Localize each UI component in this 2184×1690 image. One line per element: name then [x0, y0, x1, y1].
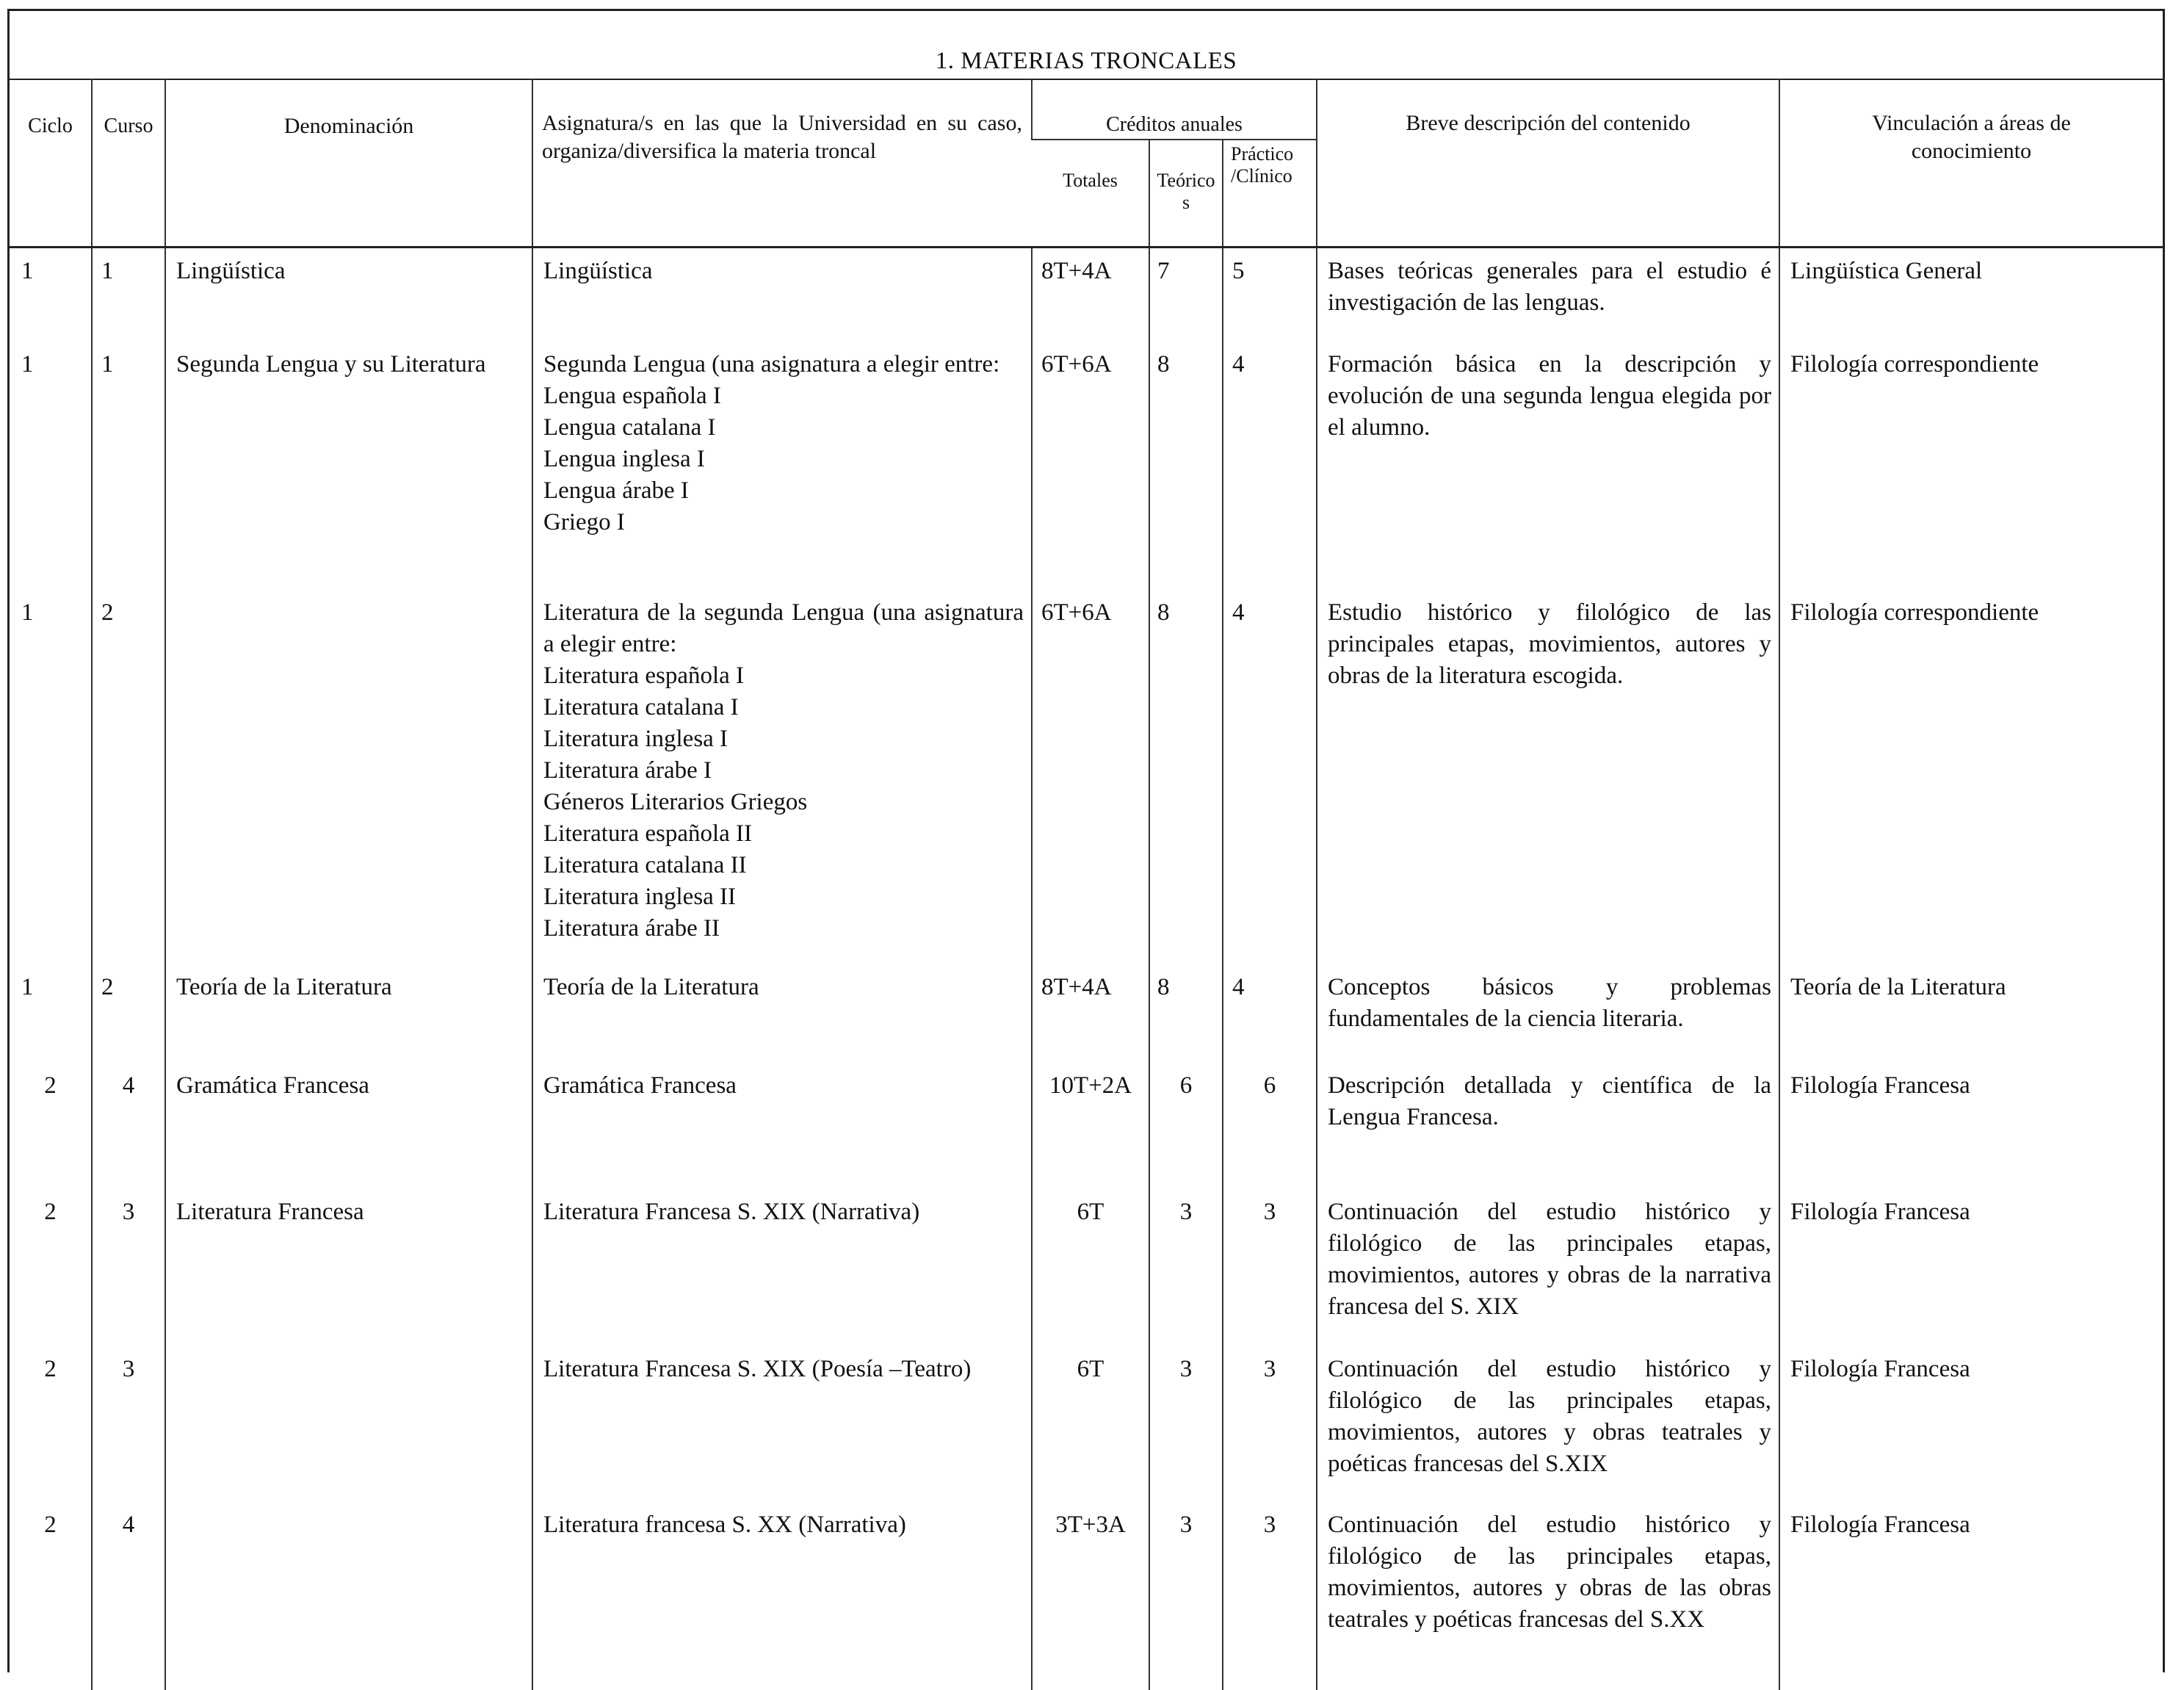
cell-vinculacion: Lingüística General	[1779, 248, 2163, 342]
asignatura-option: Literatura árabe II	[543, 914, 720, 942]
cell-denominacion	[165, 1502, 532, 1690]
header-practico: Práctico /Clínico	[1223, 140, 1317, 248]
cell-asignaturas	[532, 248, 1032, 342]
header-creditos: Créditos anuales	[1032, 79, 1317, 140]
cell-curso: 4	[92, 1502, 165, 1690]
cell-asignaturas	[532, 342, 1032, 590]
cell-practicos: 4	[1223, 964, 1317, 1063]
asignatura-main: Literatura de la segunda Lengua (una asignatura a elegir entre:	[543, 599, 1024, 657]
cell-vinculacion: Filología correspondiente	[1779, 342, 2163, 590]
cell-descripcion: Conceptos básicos y problemas fundamentales de la ciencia literaria.	[1317, 964, 1779, 1063]
asignatura-option: Griego I	[543, 508, 625, 535]
cell-curso: 2	[92, 590, 165, 964]
asignatura-option: Literatura inglesa II	[543, 883, 737, 910]
cell-totales: 6T+6A	[1032, 342, 1149, 590]
cell-ciclo: 1	[21, 350, 34, 378]
table-row	[10, 1346, 2163, 1502]
cell-practicos: 4	[1223, 590, 1317, 964]
cell-ciclo: 2	[44, 1355, 57, 1382]
cell-curso: 4	[92, 1063, 165, 1189]
cell-totales: 10T+2A	[1032, 1063, 1149, 1189]
cell-denominacion	[165, 590, 532, 964]
table-row	[10, 590, 2163, 964]
header-descripcion: Breve descripción del contenido	[1317, 79, 1779, 248]
asignatura-option: Géneros Literarios Griegos	[543, 788, 808, 815]
cell-totales: 8T+4A	[1032, 964, 1149, 1063]
cell-practicos: 3	[1223, 1502, 1317, 1690]
title-row	[10, 11, 2163, 80]
header-asignaturas: Asignatura/s en las que la Universidad en su caso, organiza/diversifica la materia troncal	[532, 79, 1032, 248]
cell-descripcion: Bases teóricas generales para el estudio é investigación de las lenguas.	[1317, 248, 1779, 342]
asignatura-main: Teoría de la Literatura	[543, 973, 759, 1000]
cell-descripcion: Continuación del estudio histórico y filológico de las principales etapas, movimientos, autores y obras teatrales y poéticas francesas del S.XIX	[1317, 1346, 1779, 1502]
cell-practicos: 3	[1223, 1189, 1317, 1346]
asignatura-main: Literatura francesa S. XX (Narrativa)	[543, 1511, 906, 1538]
cell-totales: 6T+6A	[1032, 590, 1149, 964]
materias-table	[10, 79, 2163, 1690]
header-row	[10, 79, 2163, 140]
cell-ciclo: 1	[21, 599, 34, 626]
table-row	[10, 1063, 2163, 1189]
cell-totales: 6T	[1032, 1346, 1149, 1502]
cell-ciclo: 2	[44, 1072, 57, 1099]
table-row	[10, 964, 2163, 1063]
asignatura-main: Literatura Francesa S. XIX (Narrativa)	[543, 1198, 920, 1225]
cell-teoricos: 6	[1149, 1063, 1223, 1189]
asignatura-main: Gramática Francesa	[543, 1072, 737, 1099]
cell-denominacion: Teoría de la Literatura	[165, 964, 532, 1063]
header-vinculacion: Vinculación a áreas de conocimiento	[1779, 79, 2163, 248]
cell-ciclo: 1	[21, 258, 34, 284]
asignatura-option: Literatura catalana I	[543, 693, 739, 721]
cell-denominacion	[165, 1346, 532, 1502]
cell-vinculacion: Filología Francesa	[1779, 1189, 2163, 1346]
table-row	[10, 1502, 2163, 1690]
cell-asignaturas	[532, 1189, 1032, 1346]
cell-totales: 8T+4A	[1032, 248, 1149, 342]
header-denominacion: Denominación	[165, 79, 532, 248]
asignatura-option: Literatura árabe I	[543, 756, 712, 784]
cell-curso: 3	[92, 1189, 165, 1346]
cell-teoricos: 7	[1149, 248, 1223, 342]
cell-totales: 3T+3A	[1032, 1502, 1149, 1690]
cell-asignaturas	[532, 964, 1032, 1063]
document-sheet	[7, 9, 2165, 1672]
cell-vinculacion: Filología Francesa	[1779, 1502, 2163, 1690]
cell-asignaturas	[532, 1346, 1032, 1502]
header-teoricos: Teóricos	[1149, 140, 1223, 248]
asignatura-option: Lengua inglesa I	[543, 445, 705, 472]
asignatura-main: Literatura Francesa S. XIX (Poesía –Teatro)	[543, 1355, 972, 1382]
cell-ciclo: 2	[44, 1511, 57, 1538]
cell-descripcion: Formación básica en la descripción y evolución de una segunda lengua elegida por el alumno.	[1317, 342, 1779, 590]
cell-practicos: 5	[1223, 248, 1317, 342]
cell-practicos: 6	[1223, 1063, 1317, 1189]
table-row	[10, 1189, 2163, 1346]
asignatura-option: Lengua árabe I	[543, 477, 689, 504]
table-title: 1. MATERIAS TRONCALES	[935, 48, 1237, 74]
cell-ciclo: 1	[21, 973, 34, 1000]
cell-asignaturas	[532, 590, 1032, 964]
table-row	[10, 248, 2163, 342]
cell-teoricos: 8	[1149, 342, 1223, 590]
cell-curso: 1	[92, 342, 165, 590]
cell-teoricos: 8	[1149, 964, 1223, 1063]
header-ciclo: Ciclo	[10, 79, 92, 248]
cell-asignaturas	[532, 1063, 1032, 1189]
cell-curso: 3	[92, 1346, 165, 1502]
asignatura-option: Literatura española I	[543, 662, 745, 689]
cell-descripcion: Estudio histórico y filológico de las principales etapas, movimientos, autores y obras de la literatura escogida.	[1317, 590, 1779, 964]
header-curso: Curso	[92, 79, 165, 248]
cell-denominacion: Gramática Francesa	[165, 1063, 532, 1189]
table-row	[10, 342, 2163, 590]
asignatura-option: Literatura española II	[543, 820, 753, 847]
cell-curso: 2	[92, 964, 165, 1063]
cell-descripcion: Descripción detallada y científica de la Lengua Francesa.	[1317, 1063, 1779, 1189]
cell-vinculacion: Teoría de la Literatura	[1779, 964, 2163, 1063]
cell-denominacion: Segunda Lengua y su Literatura	[165, 342, 532, 590]
cell-descripcion: Continuación del estudio histórico y filológico de las principales etapas, movimientos, autores y obras de la narrativa francesa del S. XIX	[1317, 1189, 1779, 1346]
cell-ciclo: 2	[44, 1198, 57, 1225]
cell-practicos: 3	[1223, 1346, 1317, 1502]
cell-denominacion: Literatura Francesa	[165, 1189, 532, 1346]
header-totales: Totales	[1032, 140, 1149, 248]
cell-teoricos: 3	[1149, 1502, 1223, 1690]
asignatura-option: Lengua catalana I	[543, 414, 716, 441]
cell-vinculacion: Filología correspondiente	[1779, 590, 2163, 964]
asignatura-main: Lingüística	[543, 258, 653, 284]
cell-teoricos: 8	[1149, 590, 1223, 964]
asignatura-main: Segunda Lengua (una asignatura a elegir entre:	[543, 350, 1000, 378]
cell-vinculacion: Filología Francesa	[1779, 1063, 2163, 1189]
cell-curso: 1	[92, 248, 165, 342]
cell-teoricos: 3	[1149, 1346, 1223, 1502]
cell-denominacion: Lingüística	[165, 248, 532, 342]
asignatura-option: Literatura inglesa I	[543, 725, 728, 752]
cell-asignaturas	[532, 1502, 1032, 1690]
cell-descripcion: Continuación del estudio histórico y filológico de las principales etapas, movimientos, autores y obras de las obras teatrales y poéticas francesas del S.XX	[1317, 1502, 1779, 1690]
asignatura-option: Literatura catalana II	[543, 851, 747, 878]
cell-totales: 6T	[1032, 1189, 1149, 1346]
cell-teoricos: 3	[1149, 1189, 1223, 1346]
cell-practicos: 4	[1223, 342, 1317, 590]
cell-vinculacion: Filología Francesa	[1779, 1346, 2163, 1502]
asignatura-option: Lengua española I	[543, 382, 721, 409]
table-body	[10, 248, 2163, 1690]
